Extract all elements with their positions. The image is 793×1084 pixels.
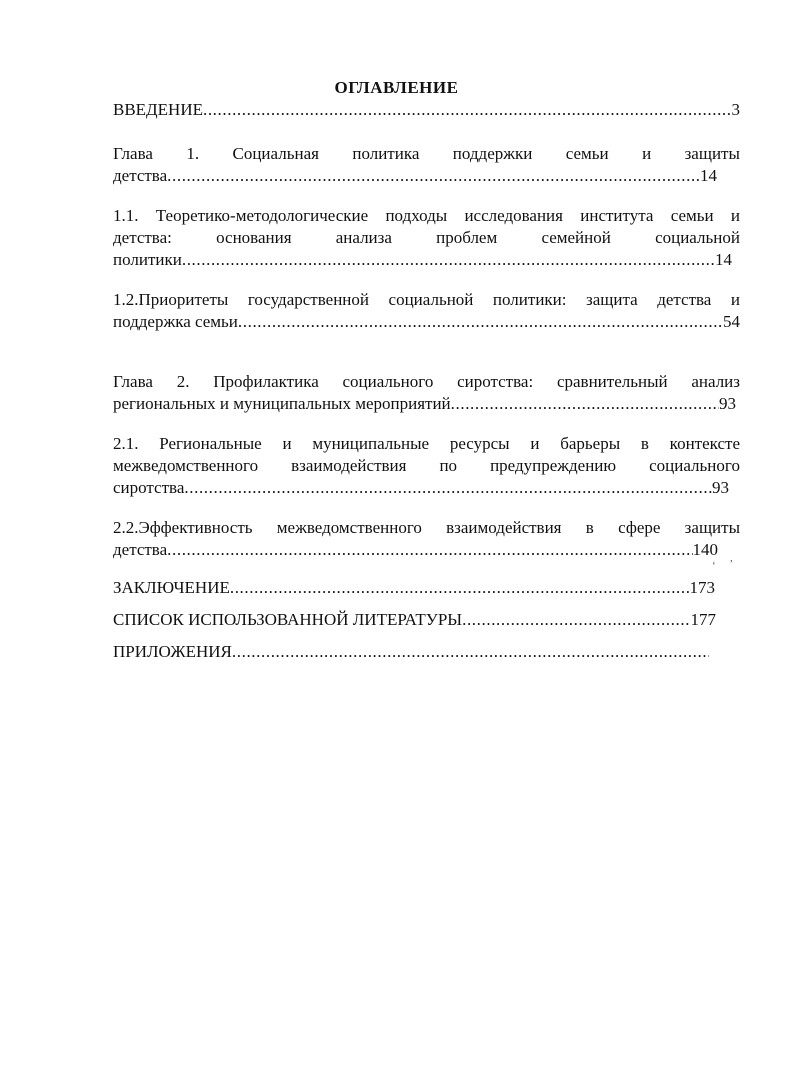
dot-leader	[167, 165, 700, 187]
toc-entry-line	[113, 311, 740, 333]
word: политика	[352, 144, 420, 163]
toc-entry-line	[113, 227, 740, 249]
toc-entry-label: ПРИЛОЖЕНИЯ	[113, 642, 232, 661]
toc-entry-line	[113, 455, 740, 477]
toc-entry-label: детства	[113, 166, 168, 185]
toc-entry-label: СПИСОК ИСПОЛЬЗОВАННОЙ ЛИТЕРАТУРЫ	[113, 610, 463, 629]
toc-entry-line	[113, 143, 740, 165]
dot-leader	[230, 577, 690, 599]
word: социальной	[655, 228, 740, 247]
toc-page-number: 173	[689, 578, 715, 597]
toc-entry-line	[113, 539, 718, 561]
toc-page-number: 93	[719, 394, 736, 413]
word: взаимодействия	[291, 456, 407, 475]
word: межведомственного	[113, 456, 259, 475]
toc-entry-appendices	[113, 641, 709, 663]
toc-entry-label: политики	[113, 250, 182, 269]
dot-leader	[167, 539, 692, 561]
word: анализа	[335, 228, 392, 247]
word: предупреждению	[490, 456, 617, 475]
dot-leader	[462, 609, 690, 631]
toc-page-number: 140	[692, 540, 718, 559]
toc-entry-label: сиротства	[113, 478, 185, 497]
dot-leader	[203, 99, 732, 121]
toc-entry-conclusion	[113, 577, 715, 599]
word: семьи	[565, 144, 609, 163]
toc-entry-label: ЗАКЛЮЧЕНИЕ	[113, 578, 230, 597]
toc-entry-chapter2	[113, 371, 740, 415]
toc-page-number: 54	[723, 312, 740, 331]
toc-page-number: 93	[712, 478, 729, 497]
toc-entry-line: 1.2.Приоритеты государственной социальной политики: защита детства и	[113, 290, 740, 309]
dot-leader	[238, 311, 723, 333]
word: поддержки	[452, 144, 533, 163]
toc-entry-label: ВВЕДЕНИЕ	[113, 100, 203, 119]
word: Социальная	[232, 144, 319, 163]
toc-entry-line	[113, 477, 729, 499]
word: основания	[216, 228, 292, 247]
word: защиты	[684, 144, 740, 163]
toc-entry-line	[113, 165, 717, 187]
toc-entry-intro	[113, 99, 740, 121]
toc-entry-chapter1	[113, 143, 740, 187]
scan-artifact-mark: ‘	[712, 560, 716, 572]
toc-entry-label: региональных и муниципальных мероприятий	[113, 394, 451, 413]
toc-page-number: 14	[700, 166, 717, 185]
toc-entry-references	[113, 609, 716, 631]
toc-entry-section-2-1	[113, 433, 740, 499]
word: 1.	[186, 144, 200, 163]
toc-entry-line: 2.2.Эффективность межведомственного взаимодействия в сфере защиты	[113, 518, 740, 537]
dot-leader	[184, 477, 712, 499]
toc-entry-line	[113, 393, 736, 415]
dot-leader	[182, 249, 715, 271]
word: семейной	[541, 228, 611, 247]
toc-entry-section-2-2	[113, 517, 740, 561]
toc-entry-section-1-2	[113, 289, 740, 333]
toc-page-number: 3	[731, 100, 740, 119]
toc-entry-line	[113, 249, 732, 271]
toc-page-number: 14	[715, 250, 732, 269]
toc-entry-label: поддержка семьи	[113, 312, 238, 331]
toc-entry-line: 1.1. Теоретико-методологические подходы исследования института семьи и	[113, 206, 740, 225]
word: по	[439, 456, 458, 475]
word: социального	[649, 456, 740, 475]
dot-leader	[232, 641, 709, 663]
toc-title: ОГЛАВЛЕНИЕ	[334, 78, 459, 97]
toc-entry-section-1-1	[113, 205, 740, 271]
word: проблем	[436, 228, 498, 247]
toc-entry-line: 2.1. Региональные и муниципальные ресурсы и барьеры в контексте	[113, 434, 740, 453]
toc-entry-label: детства	[113, 540, 168, 559]
toc-page-number: 177	[690, 610, 716, 629]
toc-entry-line: Глава 2. Профилактика социального сиротства: сравнительный анализ	[113, 372, 740, 391]
word: и	[642, 144, 652, 163]
dot-leader	[451, 393, 719, 415]
word: детства:	[113, 228, 172, 247]
word: Глава	[113, 144, 153, 163]
scan-artifact-mark: ,	[730, 552, 733, 564]
